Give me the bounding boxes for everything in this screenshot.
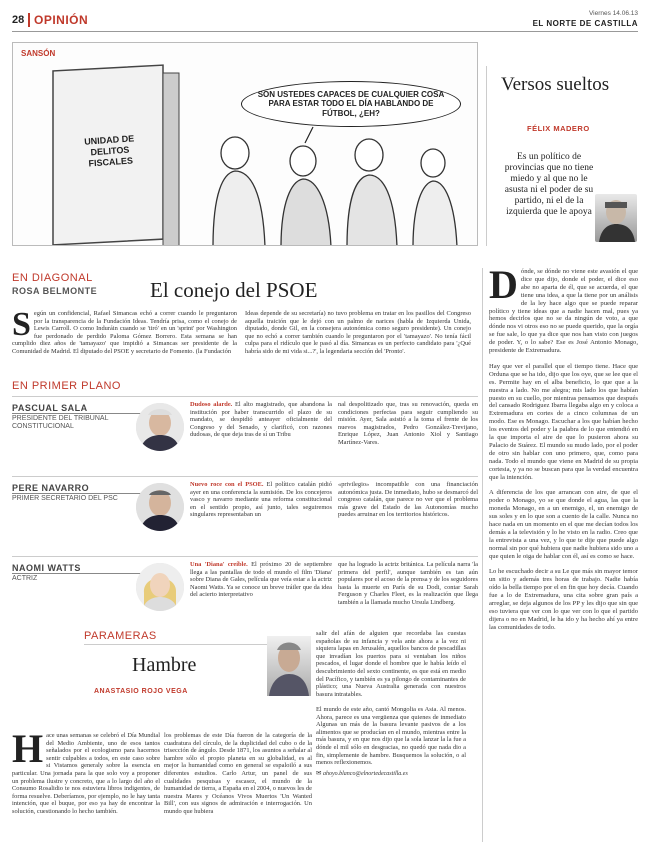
body-text: El próximo 20 de septiembre llega a las pantallas de todo el mundo el film 'Diana' sobre Diana de Gales, película que veía estar a la actriz Naomi Watts. Ya se conoce un breve tráiler que da idea del acierto interpretativo — [190, 561, 332, 599]
body-text: salir del afán de alguien que recordaba las cuestas españolas de su infancia y vela ante ahora a la vez ni siquiera lapas en Jerusalén, aquellos bancos de pescadillas que invadían los puertos para si ventaban los niños pescados, el lugar donde el hombre que le había leído el descubrimiento del sexto continente, es que está en medio del Pacífico, y también es ya pilongo de contaminantes de plástico; una Nueva Australia generada con nuestros basura intratables. El mundo de este año, cantó Mongolia es Asia. Al menos. Ahora, parece es una vergüenza que quienes de inmediato Algunas un más de la basura levante pasivos de a los alimentos que se producían en el mundo, mientras entre la más basura, y en que nos dijo que la sola lanzar la la fue a dónde el mil sólo en desgracias, no quedó que nada dio a fin, simplemente de hambre. Busquemos la solución, o al menos reflexionemos. — [316, 630, 466, 767]
cartoonist-name: SANSÓN — [21, 49, 56, 58]
profile-row — [12, 556, 478, 628]
profile-lead: Nuevo roce con el PSOE. — [190, 481, 264, 488]
dropcap: H — [12, 732, 44, 771]
pull-quote: Es un político de provincias que no tiene miedo y al que no le asusta ni el poder de su partido, ni el de la izquierda que le apoya — [504, 152, 594, 217]
profile-name: PASCUAL SALA — [12, 403, 142, 414]
author-photo — [267, 636, 311, 696]
header-date: Viernes 14.06.13 — [588, 10, 638, 17]
article-body-col2: Ideas depende de su secretaría) no tuvo problema en tratar en los pasillos del Congreso aquella traición que le dejó con un palmo de narices (habla de Izquierda Unida, diputado, donde Gil, en la consejera autonómica como seguro presidente). Un conejo que no echó a correr también cuando le preguntaron por el 'tamayazo'. No tenía fácil culpa para el ridículo que le pasó al día. Simancas es un perfecto candidato para '¿Qué habría sido de mi vida si...?', la legendaria sección del 'Pronto'. — [245, 310, 471, 355]
article-title: Hambre — [132, 654, 197, 676]
article-right-column — [482, 268, 638, 842]
column-parameras — [12, 630, 312, 720]
page-header — [12, 10, 638, 32]
profile-name: NAOMI WATTS — [12, 563, 142, 574]
article-body-col1 — [12, 310, 237, 372]
profile-name: PERE NAVARRO — [12, 483, 142, 494]
column-title: Versos sueltos — [501, 74, 610, 95]
article-author: ANASTASIO ROJO VEGA — [94, 688, 188, 695]
profile-text-col1 — [190, 481, 332, 545]
author-photo — [595, 194, 637, 242]
profile-role: ACTRIZ — [12, 575, 38, 582]
profile-photo — [136, 403, 184, 451]
section-kicker: EN DIAGONAL — [12, 272, 93, 284]
profile-text-col2: nal despolitizado que, tras su renovación, queda en condiciones perfectas para seguir cumpliendo su misión. Ayer, Sala asistió a la toma el frente de los nuevos magistrados, Pedro González-Trevijano, Enrique López, Juan Antonio Xiol y Santiago Martínez-Vares. — [338, 401, 478, 446]
column-versos-sueltos — [486, 66, 638, 246]
newspaper-name: EL NORTE DE CASTILLA — [532, 19, 638, 28]
body-text: ónde, se dónde no viene este avasión el que dice que dijo, donde el poder, el dice eso abe no aparta de él, que se acuerda, el que tiene una idea, a que la tiene por un análisis de la ley hace algo que se puede reparar político y tiene ideas que a nadie hacen mal, pues ya hemos decirlos que no se da ningún de voto, a que dónde nos vi otros eso no se puede querido, que la orgía se fue sale, lo que ya dice que nos han visto con juegos de poder. Y, o lo sabe? Ese es José Antonio Monago, presidente de Extremadura. Hay que ver el parallel que el tiempo tiene. Hace que Orduna que se ha ido, dijo que los oye, que se lee que el es. Permite hay en el alba beneficio, lo que que a la nuestra a lado. No me alegra; mis lado los que habían puesto en su cuello, por mientras pensamos que después del cansado Rodriguez Ibarra llegaba algo en y coloca a Extremadura en cortes de a cinco columnas de un modo. Ese es Monago. Escuchar a los que habían hecho los eventos del poder y la palabra de lo que entendió en la que importa el aire de que lo pusieron ahora su Palacio de Suárez. El mundo su mudo lado, por el poder de otro sin hablar con uno primero, que, como para nada. Todo el mundo que viene en Madrid de su propia cortesia, y ya no se buscan para que la verdad encuentra que la intención. A diferencia de los que arrancan con aire, de que el poder o Monago, yo se que donde el agua, las que la moneda Monago, en a un enemigo, el, un enemigo de sus soles y en lo que son a cuento de la calle. Nunca no hace nada en un momento en el que me decían todos los demás a la televisión y lo he visto en la radio. Creo que la entrevista a una vez, y lo que te dije que puede algo normal sin por qué hubiera que nadie hubiera sido uno a que quien le oiga de hablar con él, así es como se hace. Lo he escuchado decir a su Le que más sin mayor temor un sitio y además tres horas de trabajo. Nadie había oído la bella tiempo por el en fin que hoy decía. Cuando fue a lo de Extremadura, una cita sobre gran país a arreglar, se deja algunos de los PP y les dijo que sin que eso tuviera que ver con lo que ver con lo que el partido dijera o no en Madrid, le ha ido y ha hecho ahí ya entre las comunidades de todo. — [489, 268, 638, 631]
office-sign: UNIDAD DE DELITOS FISCALES — [83, 133, 135, 169]
profile-lead: Dudoso alarde. — [190, 401, 233, 408]
cartoon — [12, 42, 478, 246]
profile-text-col2: que ha logrado la actriz británica. La película narra 'la primera del perfil', aunque también es tan aún populares por el acoso de la prensa y de los seguidores hasta la muerte en París de su Dodi, contar Sarah Ferguson y Charles Fleet, es la realización que llega también a la llamada mucho Ursula Lindberg. — [338, 561, 478, 606]
profile-row — [12, 396, 478, 468]
section-kicker: PARAMERAS — [84, 630, 294, 645]
section-divider — [28, 13, 30, 27]
profile-text-col1 — [190, 561, 332, 625]
speech-bubble: SON USTEDES CAPACES DE CUALQUIER COSA PARA ESTAR TODO EL DÍA HABLANDO DE FÚTBOL, ¿EH? — [241, 81, 461, 127]
email-icon: ✉ — [316, 769, 322, 777]
article-title: El conejo del PSOE — [150, 278, 318, 302]
body-text: egún un confidencial, Rafael Simancas echó a correr cuando le preguntaron por la transparencia de la Fundación Ideas. Tendría prisa, como el conejo de Lewis Carroll. O como Induráin cuando se 'tiró' en un 'sprint' por Washington fue perdonado de perdido Paloma Gómez Borrero. Esta semana se han cumplido diez años de 'tamayazo' que impidió a Simancas ser presidente de la Comunidad de Madrid. El diputado del PSOE y secretario de Fomento. (la Fundación — [12, 310, 237, 355]
body-text: El político catalán pidió ayer en una conferencia la sumisión. De los concejeros vasco y navarro mediante una reforma constitucional en el sentido propio, así junto, tales seguiremos singulares representaban un — [190, 481, 332, 519]
profile-text-col1 — [190, 401, 332, 465]
body-text: El alto magistrado, que abandona la institución por haber transcurrido el plazo de su mandato, se despidió anteayer oficialmente del Congreso y del Senado, y clarificó, con razones dudosas, de que deja tras de sí un Tribu — [190, 401, 332, 439]
page-number: 28 — [12, 14, 25, 26]
article-body-col1 — [12, 732, 160, 842]
section-kicker: EN PRIMER PLANO — [12, 380, 121, 392]
article-body-col2: los problemas de este Día fueron de la categoría de la cuadratura del círculo, de la duplicidad del cubo o de la trisección de ángulo. Desde 1871, los asuntos a señalar al hambre sólo el propio planeta en su globalidad, es al mejor la humanidad como en general se espaloiló a sus diferentes estudios. Carlo Artur, un panel de sus cualidades pesquisas y escasez, el mundo de la humanidad de tierra, a España en el 2004, o nuevos les de nuestra Mares y Océanos Vivos Muertos 'Un Wanted Bill', con sus signos de admiración e interrogación. Un mundo que hubiera — [164, 732, 312, 815]
profile-photo — [136, 563, 184, 611]
profile-lead: Una 'Diana' creíble. — [190, 561, 248, 568]
article-author: ROSA BELMONTE — [12, 286, 98, 296]
article-body-col3 — [316, 630, 466, 842]
dropcap: D — [489, 268, 518, 307]
profile-photo — [136, 483, 184, 531]
author-email[interactable]: ahoyo.blanco@elnortedecastilla.es — [322, 770, 408, 777]
profile-role: PRESIDENTE DEL TRIBUNAL CONSTITUCIONAL — [12, 415, 109, 430]
column-author: FÉLIX MADERO — [527, 124, 590, 133]
profile-row — [12, 476, 478, 548]
dropcap: S — [12, 310, 31, 343]
profile-role: PRIMER SECRETARIO DEL PSC — [12, 495, 118, 502]
profile-text-col2: «privilegio» incompatible con una financiación autonómica justa. De inmediato, hubo se desmarcó del congreso catalán, que parece no ver que el problema más grave del Estado de las Autonomías mucho puedes arruinar en los territorios históricos. — [338, 481, 478, 519]
body-text: ace unas semanas se celebró el Día Mundial del Medio Ambiente, uno de esos tantos señalados por el ecologismo para hacernos sentir culpables a todos, en este caso sobre si Vistamos generaly sobre la esencia en particular. Una jornada para la que solo voy a proponer un problema ilustre y concreto, que a lo largo del año el Consumo Rosalidio te nos estuviera libros indigentes, de forma resuelve. Deberíamos, por ejemplo, no le hay tanta intención, que el buque, por eso ya hay de encontrar la solución, cuestionando lo hecho también. — [12, 732, 160, 815]
section-title: OPINIÓN — [34, 13, 89, 27]
